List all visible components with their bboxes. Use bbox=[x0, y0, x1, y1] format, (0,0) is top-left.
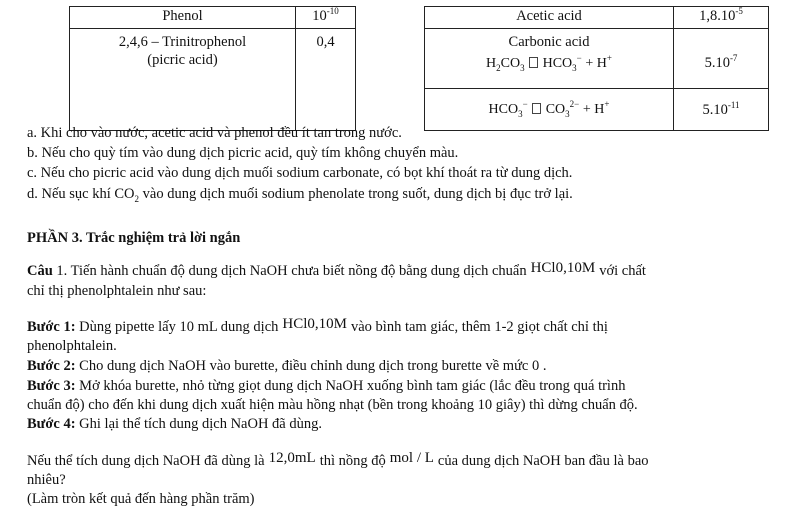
cell-text: 10 bbox=[312, 8, 327, 24]
final-question-line-2: nhiêu? bbox=[27, 472, 66, 488]
table-cell bbox=[425, 7, 674, 29]
exponent: -10 bbox=[326, 6, 339, 17]
table-cell bbox=[296, 7, 356, 29]
step-label: Bước 2: bbox=[27, 358, 76, 374]
step-label: Bước 1: bbox=[27, 319, 76, 335]
step-1-line-2: phenolphtalein. bbox=[27, 338, 117, 354]
question-text: 1. Tiến hành chuẩn độ dung dịch NaOH chưa biết nồng độ bằng dung dịch chuẩn bbox=[52, 263, 527, 279]
table-cell bbox=[425, 29, 674, 89]
chem-text: CO bbox=[545, 102, 566, 117]
table-cell bbox=[425, 89, 674, 131]
question-text: của dung dịch NaOH ban đầu là bao bbox=[437, 453, 649, 469]
final-question bbox=[27, 449, 649, 470]
question-text: với chất bbox=[599, 263, 646, 279]
section-title: PHẦN 3. Trắc nghiệm trả lời ngắn bbox=[27, 230, 241, 246]
math-expression: mol / L bbox=[389, 450, 434, 466]
step-text: Ghi lại thể tích dung dịch NaOH đã dùng. bbox=[75, 416, 322, 432]
step-2 bbox=[27, 357, 547, 375]
step-label: Bước 3: bbox=[27, 378, 76, 394]
table-cell bbox=[674, 7, 769, 29]
question-line-1 bbox=[27, 259, 646, 280]
cell-text: 0,4 bbox=[316, 34, 335, 50]
superscript: − bbox=[576, 53, 582, 64]
table-cell bbox=[70, 29, 296, 131]
step-text: Dùng pipette lấy 10 mL dung dịch bbox=[75, 319, 279, 335]
subscript: 3 bbox=[572, 62, 577, 73]
step-text: vào bình tam giác, thêm 1-2 giọt chất chỉ thị bbox=[350, 319, 608, 335]
math-expression: HCl0,10M bbox=[530, 260, 596, 276]
table-cell bbox=[70, 7, 296, 29]
cell-text: 5.10 bbox=[702, 101, 728, 118]
exponent: -5 bbox=[735, 6, 743, 17]
cell-text: Phenol bbox=[162, 8, 203, 24]
exponent: -7 bbox=[729, 52, 738, 63]
subscript: 2 bbox=[134, 193, 140, 204]
chem-text: CO bbox=[500, 56, 521, 71]
step-label: Bước 4: bbox=[27, 416, 76, 432]
rounding-note: (Làm tròn kết quả đến hàng phần trăm) bbox=[27, 491, 255, 507]
exponent: -11 bbox=[727, 99, 740, 110]
statement-text: vào dung dịch muối sodium phenolate trong suốt, dung dịch bị đục trở lại. bbox=[139, 186, 573, 202]
chem-text: + H bbox=[582, 102, 605, 117]
statement-text: d. Nếu sục khí CO bbox=[27, 186, 135, 202]
cell-text: Acetic acid bbox=[516, 8, 582, 24]
step-4 bbox=[27, 415, 322, 433]
statement-b: b. Nếu cho quỳ tím vào dung dịch picric acid, quỳ tím không chuyển màu. bbox=[27, 145, 459, 161]
question-line-2: chỉ thị phenolphtalein như sau: bbox=[27, 283, 207, 299]
chem-text: HCO bbox=[488, 102, 519, 117]
table-cell bbox=[674, 89, 769, 131]
superscript: + bbox=[606, 53, 612, 64]
cell-text: Carbonic acid bbox=[508, 34, 590, 50]
constants-table-left bbox=[69, 6, 356, 131]
subscript: 3 bbox=[518, 108, 523, 119]
cell-text: 2,4,6 – Trinitrophenol bbox=[118, 34, 247, 50]
statement-a: a. Khi cho vào nước, acetic acid và phenol đều ít tan trong nước. bbox=[27, 125, 402, 141]
question-text: Nếu thể tích dung dịch NaOH đã dùng là bbox=[27, 453, 265, 469]
cell-text: 1,8.10 bbox=[699, 8, 736, 24]
chem-text: HCO bbox=[542, 56, 573, 71]
math-expression: 12,0mL bbox=[268, 450, 316, 466]
question-text: thì nồng độ bbox=[319, 453, 386, 469]
statement-d bbox=[27, 185, 573, 203]
statement-c: c. Nếu cho picric acid vào dung dịch muối sodium carbonate, có bọt khí thoát ra từ dung dịch. bbox=[27, 165, 573, 181]
step-3 bbox=[27, 377, 625, 395]
constants-table-right bbox=[424, 6, 769, 131]
subscript: 3 bbox=[565, 108, 570, 119]
step-text: Cho dung dịch NaOH vào burette, điều chỉnh dung dịch trong burette về mức 0 . bbox=[75, 358, 547, 374]
superscript: − bbox=[522, 99, 528, 110]
equilibrium-arrow-icon bbox=[532, 103, 541, 114]
superscript: + bbox=[604, 99, 610, 110]
subscript: 3 bbox=[520, 62, 525, 73]
table-cell bbox=[296, 29, 356, 131]
cell-text: (picric acid) bbox=[147, 52, 218, 68]
cell-text: 5.10 bbox=[704, 54, 730, 71]
subscript: 2 bbox=[496, 62, 501, 73]
step-3-line-2: chuẩn độ) cho đến khi dung dịch xuất hiện màu hồng nhạt (bền trong khoảng 10 giây) thì dừng chuẩn độ. bbox=[27, 397, 638, 413]
equilibrium-equation bbox=[425, 100, 673, 119]
superscript: 2− bbox=[569, 99, 580, 110]
math-expression: HCl0,10M bbox=[282, 316, 347, 332]
equilibrium-arrow-icon bbox=[529, 57, 538, 68]
chem-text: + H bbox=[585, 56, 607, 71]
step-1 bbox=[27, 315, 608, 336]
question-label: Câu bbox=[27, 263, 53, 279]
equilibrium-equation bbox=[425, 54, 673, 73]
step-text: Mở khóa burette, nhỏ từng giọt dung dịch NaOH xuống bình tam giác (lắc đều trong quá trình bbox=[75, 378, 626, 394]
chem-text: H bbox=[486, 56, 497, 71]
table-cell bbox=[674, 29, 769, 89]
